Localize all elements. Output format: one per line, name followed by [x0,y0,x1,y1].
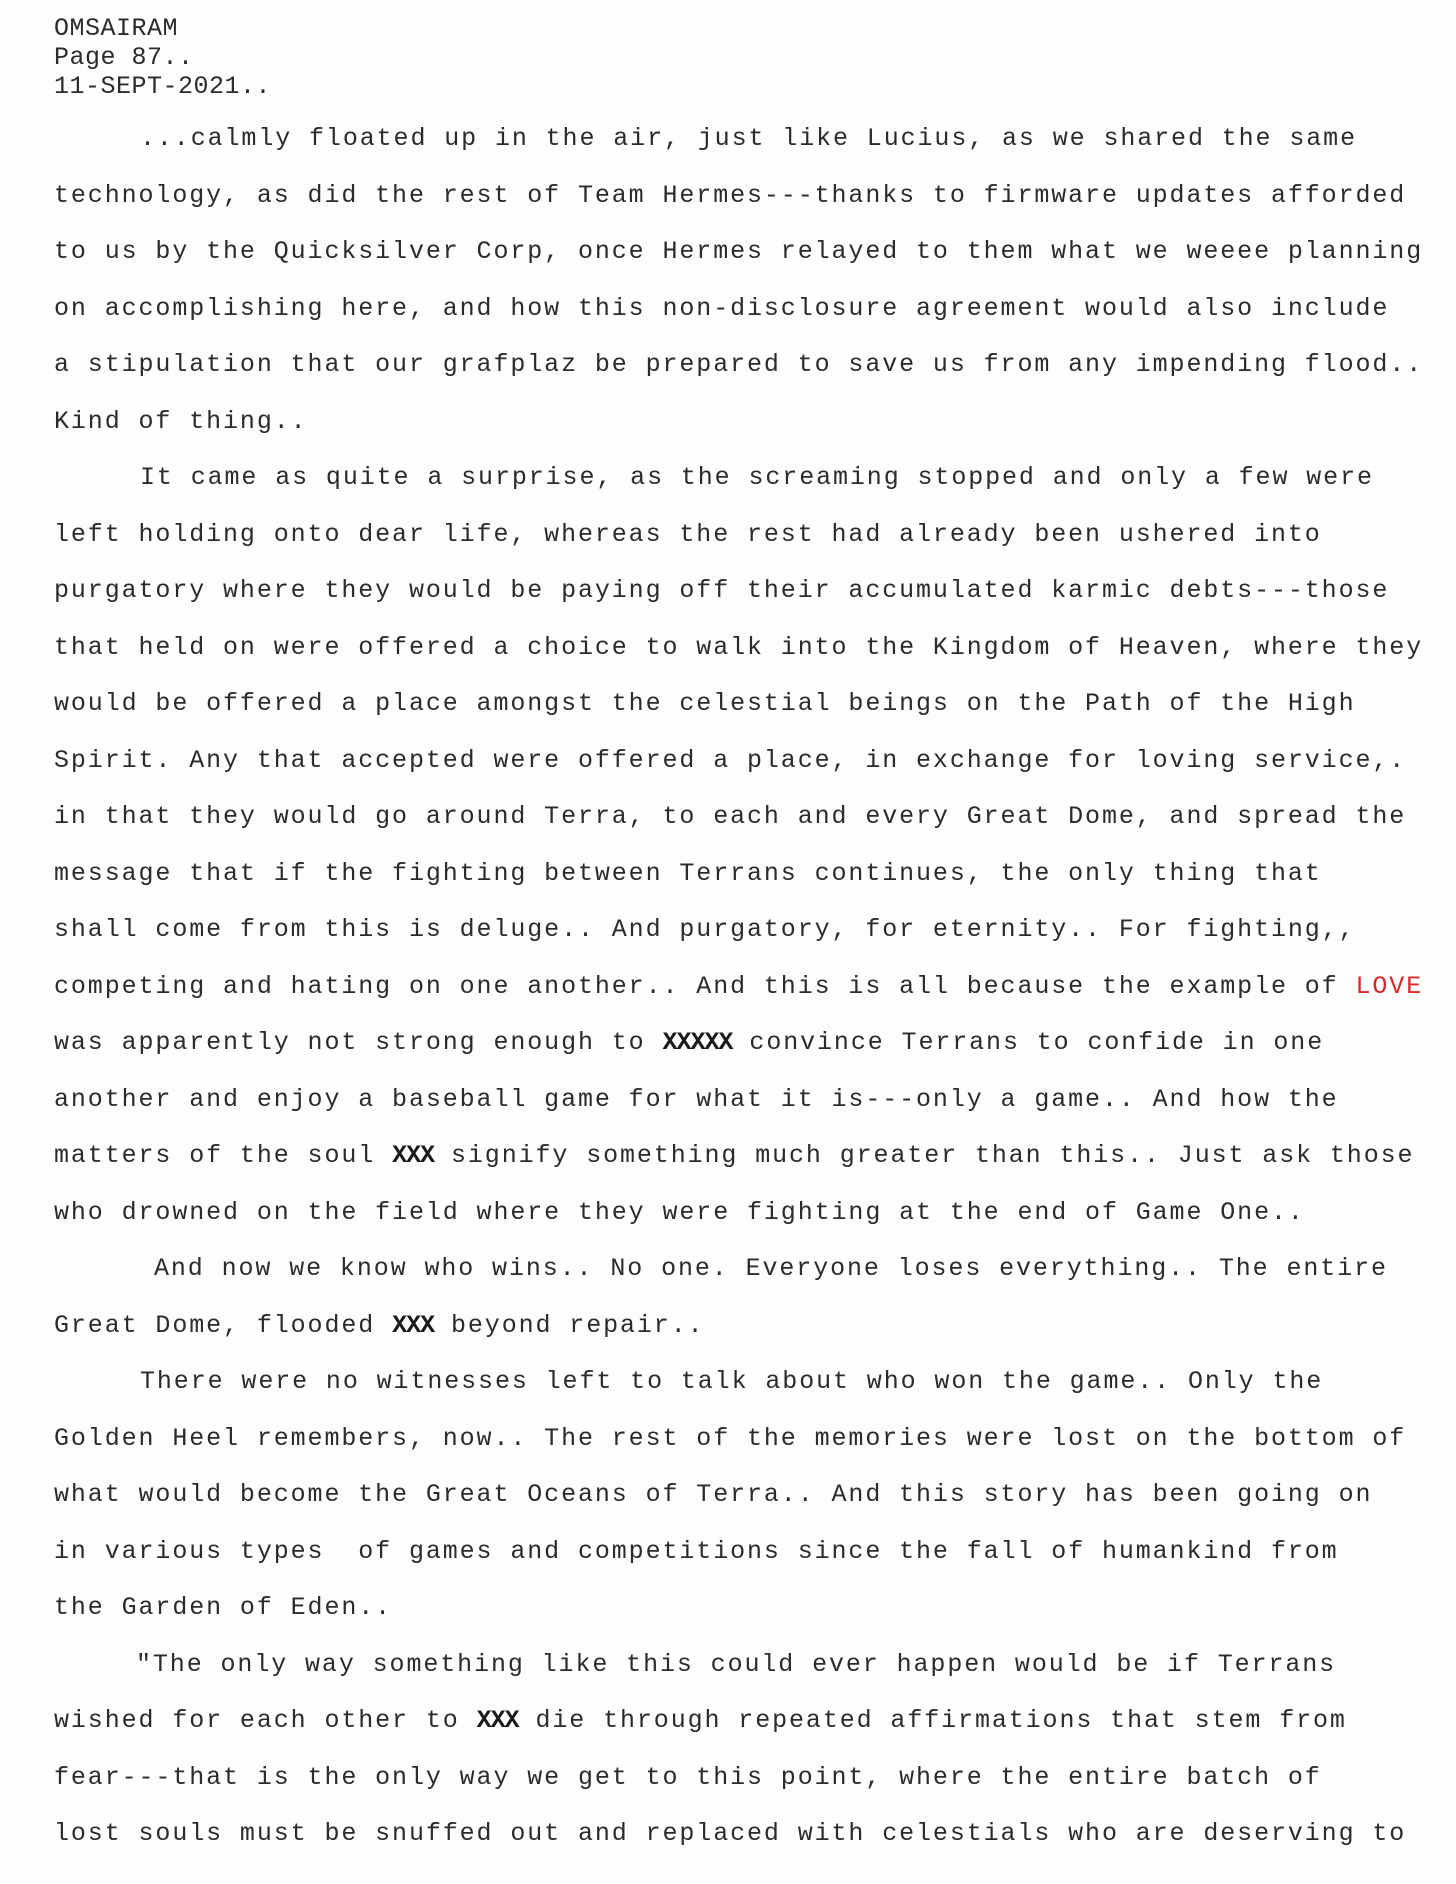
text-line [54,576,1444,633]
text-line [54,1141,1444,1198]
text-line [54,181,1444,238]
text-segment: another and enjoy a baseball game for what it is---only a game.. And how the [54,1084,1339,1114]
text-segment: on accomplishing here, and how this non-disclosure agreement would also include [54,293,1390,323]
text-line [54,463,1444,520]
text-segment: in that they would go around Terra, to each and every Great Dome, and spread the [54,802,1407,831]
text-segment: signify something much greater than this.. Just ask those [434,1141,1415,1170]
text-line [54,1367,1444,1424]
red-ink-word: LOVE [1355,971,1424,1001]
text-segment: what would become the Great Oceans of Terra.. And this story has been going on [54,1480,1373,1509]
text-line [54,1311,1444,1368]
text-line [54,746,1444,803]
text-segment: matters of the soul [54,1141,393,1170]
text-line [54,802,1444,859]
text-segment: message that if the fighting between Terrans continues, the only thing that [54,858,1322,888]
text-line [54,1085,1444,1142]
text-segment: ...calmly floated up in the air, just like Lucius, as we shared the same [140,124,1357,153]
text-line [54,1650,1444,1707]
text-line [54,1593,1444,1650]
text-line [54,915,1444,972]
text-segment: the Garden of Eden.. [54,1593,393,1622]
text-segment: It came as quite a surprise, as the screaming stopped and only a few were [140,463,1374,492]
struck-out-text: XXX [476,1706,519,1735]
header-page-number: Page 87.. [54,43,194,72]
text-segment: was apparently not strong enough to [54,1028,663,1057]
text-line [54,1028,1444,1085]
text-segment: fear---that is the only way we get to this point, where the entire batch of [54,1762,1322,1792]
text-line [54,350,1444,407]
text-line [54,1763,1444,1820]
text-segment: in various types of games and competitions since the fall of humankind from [54,1536,1339,1566]
page-body-text [54,124,1444,1876]
text-line [54,859,1444,916]
page-header [54,14,271,101]
text-segment: Spirit. Any that accepted were offered a place, in exchange for loving service,. [54,745,1407,775]
text-segment: would be offered a place amongst the celestial beings on the Path of the High [54,689,1356,718]
text-segment: Kind of thing.. [54,406,308,436]
text-line [54,1819,1444,1876]
text-segment: Great Dome, flooded [54,1310,393,1340]
text-line [54,1254,1444,1311]
text-segment: that held on were offered a choice to walk into the Kingdom of Heaven, where they [54,632,1424,662]
text-segment: a stipulation that our grafplaz be prepared to save us from any impending flood.. [54,350,1424,379]
text-line [54,520,1444,577]
struck-out-text: XXX [392,1141,435,1170]
text-line [54,689,1444,746]
text-segment: And now we know who wins.. No one. Everyone loses everything.. The entire [154,1254,1388,1283]
text-segment: to us by the Quicksilver Corp, once Hermes relayed to them what we weeee planning [54,237,1424,266]
text-line [54,1424,1444,1481]
text-line [54,1537,1444,1594]
text-line [54,407,1444,464]
text-segment: "The only way something like this could ever happen would be if Terrans [136,1649,1337,1679]
text-line [54,1198,1444,1255]
text-segment: There were no witnesses left to talk about who won the game.. Only the [140,1367,1324,1396]
text-line [54,972,1444,1029]
header-date: 11-SEPT-2021.. [54,72,272,101]
text-segment: technology, as did the rest of Team Hermes---thanks to firmware updates afforded [54,180,1407,210]
text-line [54,1480,1444,1537]
text-segment: competing and hating on one another.. And this is all because the example of [54,971,1356,1001]
text-segment: shall come from this is deluge.. And purgatory, for eternity.. For fighting,, [54,915,1356,944]
text-segment: left holding onto dear life, whereas the rest had already been ushered into [54,519,1322,549]
struck-out-text: XXX [392,1310,435,1340]
text-segment: who drowned on the field where they were fighting at the end of Game One.. [54,1197,1305,1227]
text-line [54,633,1444,690]
text-line [54,124,1444,181]
text-segment: wished for each other to [54,1706,477,1735]
text-line [54,237,1444,294]
text-segment: lost souls must be snuffed out and replaced with celestials who are deserving to [54,1819,1407,1848]
text-segment: convince Terrans to confide in one [732,1028,1325,1057]
text-segment: Golden Heel remembers, now.. The rest of the memories were lost on the bottom of [54,1423,1407,1453]
text-segment: purgatory where they would be paying off their accumulated karmic debts---those [54,576,1390,605]
text-segment: die through repeated affirmations that stem from [518,1706,1347,1735]
text-line [54,1706,1444,1763]
text-line [54,294,1444,351]
header-title: OMSAIRAM [54,14,179,43]
text-segment: beyond repair.. [434,1310,705,1340]
struck-out-text: XXXXX [662,1028,733,1057]
